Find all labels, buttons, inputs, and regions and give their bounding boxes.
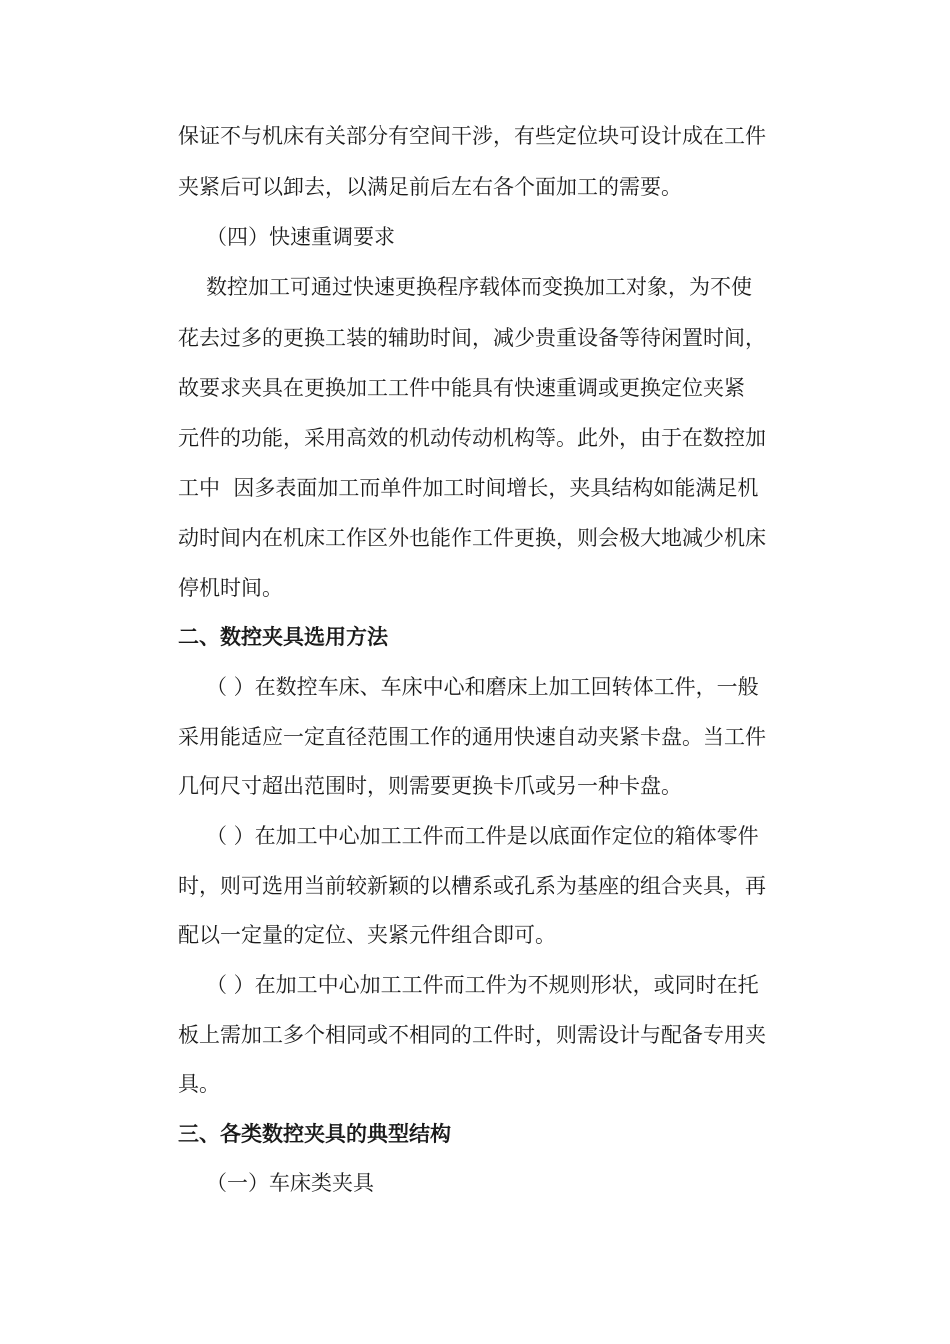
body-text-line: 采用能适应一定直径范围工作的通用快速自动夹紧卡盘。当工件 <box>178 725 766 749</box>
body-text-line: 具。 <box>178 1072 220 1096</box>
subsection-heading: （一）车床类夹具 <box>206 1171 374 1195</box>
body-text-line: 夹紧后可以卸去，以满足前后左右各个面加工的需要。 <box>178 175 682 199</box>
body-text-line: 故要求夹具在更换加工工件中能具有快速重调或更换定位夹紧 <box>178 376 745 400</box>
body-text-line: 工中 因多表面加工而单件加工时间增长，夹具结构如能满足机 <box>178 476 759 500</box>
body-text-line: （ ）在数控车床、车床中心和磨床上加工回转体工件，一般 <box>206 675 759 699</box>
body-text-line: 动时间内在机床工作区外也能作工件更换，则会极大地减少机床 <box>178 526 766 550</box>
body-text-line: 时，则可选用当前较新颖的以槽系或孔系为基座的组合夹具，再 <box>178 874 766 898</box>
body-text-line: 配以一定量的定位、夹紧元件组合即可。 <box>178 923 556 947</box>
body-text-line: 几何尺寸超出范围时，则需要更换卡爪或另一种卡盘。 <box>178 774 682 798</box>
body-text-line: 板上需加工多个相同或不相同的工件时，则需设计与配备专用夹 <box>178 1023 766 1047</box>
body-text-line: 元件的功能，采用高效的机动传动机构等。此外，由于在数控加 <box>178 426 766 450</box>
body-text-line: 保证不与机床有关部分有空间干涉，有些定位块可设计成在工件 <box>178 124 766 148</box>
section-heading: 二、数控夹具选用方法 <box>178 625 388 649</box>
section-heading: 三、各类数控夹具的典型结构 <box>178 1122 451 1146</box>
subsection-heading: （四）快速重调要求 <box>206 225 395 249</box>
body-text-line: 停机时间。 <box>178 576 283 600</box>
body-text-line: 数控加工可通过快速更换程序载体而变换加工对象，为不使 <box>206 275 752 299</box>
body-text-line: 花去过多的更换工装的辅助时间，减少贵重设备等待闲置时间， <box>178 326 766 350</box>
body-text-line: （ ）在加工中心加工工件而工件为不规则形状，或同时在托 <box>206 973 759 997</box>
body-text-line: （ ）在加工中心加工工件而工件是以底面作定位的箱体零件 <box>206 824 759 848</box>
